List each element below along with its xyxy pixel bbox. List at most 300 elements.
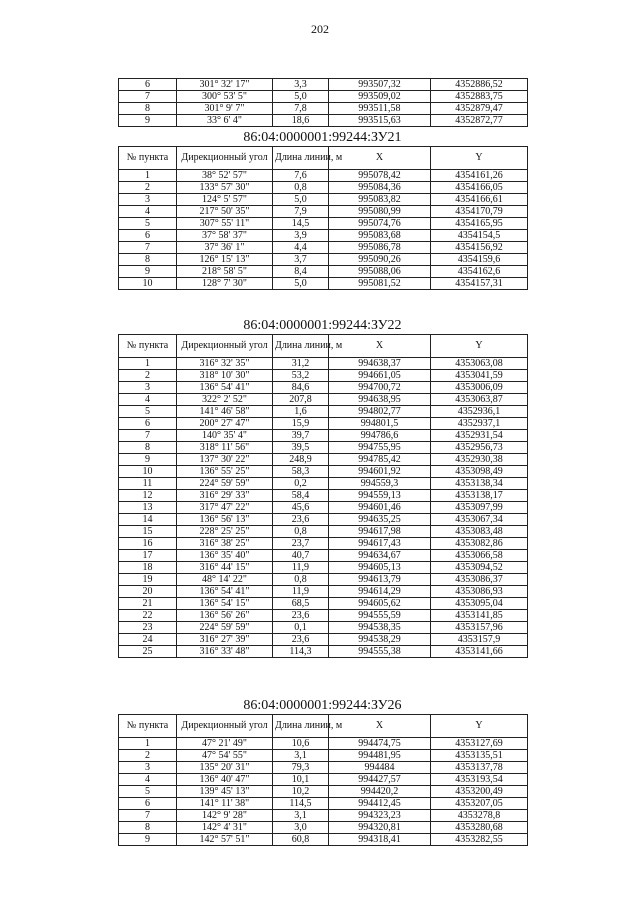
point-number-cell: 1 xyxy=(119,170,177,182)
direction-angle-cell: 300° 53' 5" xyxy=(177,91,273,103)
x-coordinate-cell: 993511,58 xyxy=(329,103,431,115)
line-length-cell: 3,0 xyxy=(273,822,329,834)
line-length-cell: 3,1 xyxy=(273,810,329,822)
table-row xyxy=(119,834,528,846)
y-coordinate-cell: 4354166,05 xyxy=(431,182,528,194)
point-number-cell: 3 xyxy=(119,194,177,206)
coordinates-table xyxy=(118,78,528,127)
point-number-cell: 24 xyxy=(119,634,177,646)
table-row xyxy=(119,254,528,266)
line-length-cell: 0,8 xyxy=(273,182,329,194)
y-coordinate-cell: 4354159,6 xyxy=(431,254,528,266)
table-row xyxy=(119,478,528,490)
direction-angle-cell: 142° 9' 28" xyxy=(177,810,273,822)
table-row xyxy=(119,170,528,182)
x-coordinate-cell: 995083,68 xyxy=(329,230,431,242)
table-row xyxy=(119,574,528,586)
y-coordinate-cell: 4352886,52 xyxy=(431,79,528,91)
x-coordinate-cell: 993509,02 xyxy=(329,91,431,103)
y-coordinate-cell: 4354154,5 xyxy=(431,230,528,242)
x-coordinate-cell: 994801,5 xyxy=(329,418,431,430)
x-coordinate-cell: 994538,29 xyxy=(329,634,431,646)
y-coordinate-cell: 4353282,55 xyxy=(431,834,528,846)
y-coordinate-cell: 4352879,47 xyxy=(431,103,528,115)
table-row xyxy=(119,103,528,115)
table-title: 86:04:0000001:99244:ЗУ26 xyxy=(243,698,402,713)
table-row xyxy=(119,278,528,290)
point-number-cell: 5 xyxy=(119,786,177,798)
line-length-cell: 114,3 xyxy=(273,646,329,658)
table-row xyxy=(119,358,528,370)
col-header-x: X xyxy=(329,147,431,170)
x-coordinate-cell: 995074,76 xyxy=(329,218,431,230)
table-row xyxy=(119,586,528,598)
y-coordinate-cell: 4353135,51 xyxy=(431,750,528,762)
y-coordinate-cell: 4353063,87 xyxy=(431,394,528,406)
point-number-cell: 4 xyxy=(119,206,177,218)
table-row xyxy=(119,598,528,610)
line-length-cell: 4,4 xyxy=(273,242,329,254)
x-coordinate-cell: 994605,13 xyxy=(329,562,431,574)
point-number-cell: 10 xyxy=(119,466,177,478)
x-coordinate-cell: 995078,42 xyxy=(329,170,431,182)
point-number-cell: 7 xyxy=(119,810,177,822)
table-block-zu21 xyxy=(118,130,527,290)
direction-angle-cell: 301° 32' 17" xyxy=(177,79,273,91)
direction-angle-cell: 137° 30' 22" xyxy=(177,454,273,466)
direction-angle-cell: 318° 11' 56" xyxy=(177,442,273,454)
direction-angle-cell: 136° 55' 25" xyxy=(177,466,273,478)
y-coordinate-cell: 4353066,58 xyxy=(431,550,528,562)
line-length-cell: 23,6 xyxy=(273,634,329,646)
direction-angle-cell: 135° 20' 31" xyxy=(177,762,273,774)
y-coordinate-cell: 4353082,86 xyxy=(431,538,528,550)
page-number: 202 xyxy=(311,22,329,36)
direction-angle-cell: 136° 54' 15" xyxy=(177,598,273,610)
col-header-y: Y xyxy=(431,715,528,738)
table-row xyxy=(119,194,528,206)
direction-angle-cell: 301° 9' 7" xyxy=(177,103,273,115)
y-coordinate-cell: 4353086,93 xyxy=(431,586,528,598)
x-coordinate-cell: 994755,95 xyxy=(329,442,431,454)
x-coordinate-cell: 995088,06 xyxy=(329,266,431,278)
direction-angle-cell: 126° 15' 13" xyxy=(177,254,273,266)
x-coordinate-cell: 994601,92 xyxy=(329,466,431,478)
y-coordinate-cell: 4352883,75 xyxy=(431,91,528,103)
point-number-cell: 8 xyxy=(119,103,177,115)
table-row xyxy=(119,182,528,194)
point-number-cell: 4 xyxy=(119,394,177,406)
table-row xyxy=(119,430,528,442)
table-row xyxy=(119,218,528,230)
x-coordinate-cell: 994786,6 xyxy=(329,430,431,442)
y-coordinate-cell: 4354165,95 xyxy=(431,218,528,230)
line-length-cell: 31,2 xyxy=(273,358,329,370)
line-length-cell: 5,0 xyxy=(273,194,329,206)
direction-angle-cell: 136° 56' 13" xyxy=(177,514,273,526)
line-length-cell: 58,3 xyxy=(273,466,329,478)
col-header-x: X xyxy=(329,335,431,358)
point-number-cell: 9 xyxy=(119,266,177,278)
y-coordinate-cell: 4353127,69 xyxy=(431,738,528,750)
x-coordinate-cell: 994638,37 xyxy=(329,358,431,370)
line-length-cell: 114,5 xyxy=(273,798,329,810)
direction-angle-cell: 142° 57' 51" xyxy=(177,834,273,846)
table-block-continued xyxy=(118,78,527,127)
x-coordinate-cell: 994613,79 xyxy=(329,574,431,586)
table-row xyxy=(119,550,528,562)
line-length-cell: 7,6 xyxy=(273,170,329,182)
y-coordinate-cell: 4353280,68 xyxy=(431,822,528,834)
y-coordinate-cell: 4352937,1 xyxy=(431,418,528,430)
y-coordinate-cell: 4353207,05 xyxy=(431,798,528,810)
point-number-cell: 7 xyxy=(119,91,177,103)
point-number-cell: 6 xyxy=(119,230,177,242)
line-length-cell: 10,6 xyxy=(273,738,329,750)
col-header-num: № пункта xyxy=(119,715,177,738)
point-number-cell: 2 xyxy=(119,370,177,382)
direction-angle-cell: 316° 29' 33" xyxy=(177,490,273,502)
y-coordinate-cell: 4353097,99 xyxy=(431,502,528,514)
point-number-cell: 7 xyxy=(119,242,177,254)
table-row xyxy=(119,538,528,550)
x-coordinate-cell: 994605,62 xyxy=(329,598,431,610)
y-coordinate-cell: 4352936,1 xyxy=(431,406,528,418)
direction-angle-cell: 142° 4' 31" xyxy=(177,822,273,834)
col-header-num: № пункта xyxy=(119,335,177,358)
line-length-cell: 0,8 xyxy=(273,526,329,538)
point-number-cell: 9 xyxy=(119,834,177,846)
x-coordinate-cell: 994474,75 xyxy=(329,738,431,750)
col-header-num: № пункта xyxy=(119,147,177,170)
y-coordinate-cell: 4353095,04 xyxy=(431,598,528,610)
y-coordinate-cell: 4352930,38 xyxy=(431,454,528,466)
direction-angle-cell: 37° 58' 37" xyxy=(177,230,273,242)
direction-angle-cell: 224° 59' 59" xyxy=(177,478,273,490)
direction-angle-cell: 316° 32' 35" xyxy=(177,358,273,370)
point-number-cell: 16 xyxy=(119,538,177,550)
point-number-cell: 12 xyxy=(119,490,177,502)
line-length-cell: 5,0 xyxy=(273,278,329,290)
point-number-cell: 6 xyxy=(119,79,177,91)
table-title: 86:04:0000001:99244:ЗУ22 xyxy=(243,318,402,333)
coordinates-table xyxy=(118,146,528,290)
table-title: 86:04:0000001:99244:ЗУ21 xyxy=(243,130,402,145)
line-length-cell: 84,6 xyxy=(273,382,329,394)
point-number-cell: 3 xyxy=(119,762,177,774)
table-row xyxy=(119,610,528,622)
x-coordinate-cell: 994323,23 xyxy=(329,810,431,822)
point-number-cell: 3 xyxy=(119,382,177,394)
table-row xyxy=(119,786,528,798)
point-number-cell: 1 xyxy=(119,358,177,370)
point-number-cell: 5 xyxy=(119,218,177,230)
point-number-cell: 20 xyxy=(119,586,177,598)
x-coordinate-cell: 994614,29 xyxy=(329,586,431,598)
point-number-cell: 4 xyxy=(119,774,177,786)
x-coordinate-cell: 994538,35 xyxy=(329,622,431,634)
y-coordinate-cell: 4353138,34 xyxy=(431,478,528,490)
direction-angle-cell: 316° 27' 39" xyxy=(177,634,273,646)
point-number-cell: 8 xyxy=(119,442,177,454)
y-coordinate-cell: 4353083,48 xyxy=(431,526,528,538)
line-length-cell: 39,7 xyxy=(273,430,329,442)
x-coordinate-cell: 994412,45 xyxy=(329,798,431,810)
y-coordinate-cell: 4354156,92 xyxy=(431,242,528,254)
line-length-cell: 0,8 xyxy=(273,574,329,586)
col-header-length: Длина линии, м xyxy=(273,147,329,170)
table-row xyxy=(119,822,528,834)
x-coordinate-cell: 995083,82 xyxy=(329,194,431,206)
direction-angle-cell: 124° 5' 57" xyxy=(177,194,273,206)
point-number-cell: 5 xyxy=(119,406,177,418)
direction-angle-cell: 136° 54' 41" xyxy=(177,586,273,598)
x-coordinate-cell: 994617,98 xyxy=(329,526,431,538)
table-row xyxy=(119,91,528,103)
line-length-cell: 23,6 xyxy=(273,610,329,622)
y-coordinate-cell: 4354161,26 xyxy=(431,170,528,182)
line-length-cell: 207,8 xyxy=(273,394,329,406)
line-length-cell: 10,1 xyxy=(273,774,329,786)
table-row xyxy=(119,242,528,254)
table-row xyxy=(119,454,528,466)
col-header-x: X xyxy=(329,715,431,738)
y-coordinate-cell: 4352956,73 xyxy=(431,442,528,454)
y-coordinate-cell: 4353141,85 xyxy=(431,610,528,622)
y-coordinate-cell: 4353141,66 xyxy=(431,646,528,658)
line-length-cell: 1,6 xyxy=(273,406,329,418)
table-row xyxy=(119,370,528,382)
col-header-length: Длина линии, м xyxy=(273,335,329,358)
col-header-y: Y xyxy=(431,335,528,358)
table-row xyxy=(119,115,528,127)
point-number-cell: 18 xyxy=(119,562,177,574)
line-length-cell: 8,4 xyxy=(273,266,329,278)
direction-angle-cell: 136° 40' 47" xyxy=(177,774,273,786)
direction-angle-cell: 322° 2' 52" xyxy=(177,394,273,406)
direction-angle-cell: 128° 7' 30" xyxy=(177,278,273,290)
direction-angle-cell: 136° 35' 40" xyxy=(177,550,273,562)
table-block-zu22 xyxy=(118,318,527,658)
y-coordinate-cell: 4353193,54 xyxy=(431,774,528,786)
point-number-cell: 6 xyxy=(119,798,177,810)
direction-angle-cell: 38° 52' 57" xyxy=(177,170,273,182)
table-row xyxy=(119,206,528,218)
line-length-cell: 10,2 xyxy=(273,786,329,798)
table-row xyxy=(119,230,528,242)
table-row xyxy=(119,514,528,526)
y-coordinate-cell: 4353094,52 xyxy=(431,562,528,574)
table-row xyxy=(119,562,528,574)
direction-angle-cell: 47° 21' 49" xyxy=(177,738,273,750)
direction-angle-cell: 140° 35' 4" xyxy=(177,430,273,442)
table-row xyxy=(119,406,528,418)
line-length-cell: 58,4 xyxy=(273,490,329,502)
y-coordinate-cell: 4353200,49 xyxy=(431,786,528,798)
direction-angle-cell: 218° 58' 5" xyxy=(177,266,273,278)
x-coordinate-cell: 994802,77 xyxy=(329,406,431,418)
x-coordinate-cell: 994601,46 xyxy=(329,502,431,514)
table-row xyxy=(119,774,528,786)
table-block-zu26 xyxy=(118,698,527,846)
point-number-cell: 23 xyxy=(119,622,177,634)
col-header-length: Длина линии, м xyxy=(273,715,329,738)
line-length-cell: 3,7 xyxy=(273,254,329,266)
x-coordinate-cell: 993515,63 xyxy=(329,115,431,127)
line-length-cell: 248,9 xyxy=(273,454,329,466)
col-header-angle: Дирекционный угол xyxy=(177,715,273,738)
direction-angle-cell: 224° 59' 59" xyxy=(177,622,273,634)
direction-angle-cell: 141° 11' 38" xyxy=(177,798,273,810)
direction-angle-cell: 200° 27' 47" xyxy=(177,418,273,430)
x-coordinate-cell: 995080,99 xyxy=(329,206,431,218)
y-coordinate-cell: 4353138,17 xyxy=(431,490,528,502)
line-length-cell: 45,6 xyxy=(273,502,329,514)
point-number-cell: 14 xyxy=(119,514,177,526)
point-number-cell: 9 xyxy=(119,454,177,466)
y-coordinate-cell: 4354170,79 xyxy=(431,206,528,218)
line-length-cell: 11,9 xyxy=(273,562,329,574)
direction-angle-cell: 133° 57' 30" xyxy=(177,182,273,194)
x-coordinate-cell: 994634,67 xyxy=(329,550,431,562)
direction-angle-cell: 139° 45' 13" xyxy=(177,786,273,798)
point-number-cell: 25 xyxy=(119,646,177,658)
point-number-cell: 21 xyxy=(119,598,177,610)
direction-angle-cell: 307° 55' 11" xyxy=(177,218,273,230)
line-length-cell: 39,5 xyxy=(273,442,329,454)
point-number-cell: 1 xyxy=(119,738,177,750)
direction-angle-cell: 317° 47' 22" xyxy=(177,502,273,514)
x-coordinate-cell: 994318,41 xyxy=(329,834,431,846)
line-length-cell: 23,6 xyxy=(273,514,329,526)
y-coordinate-cell: 4354157,31 xyxy=(431,278,528,290)
point-number-cell: 8 xyxy=(119,822,177,834)
x-coordinate-cell: 994617,43 xyxy=(329,538,431,550)
y-coordinate-cell: 4353137,78 xyxy=(431,762,528,774)
line-length-cell: 18,6 xyxy=(273,115,329,127)
table-row xyxy=(119,418,528,430)
table-row xyxy=(119,382,528,394)
y-coordinate-cell: 4354166,61 xyxy=(431,194,528,206)
point-number-cell: 13 xyxy=(119,502,177,514)
x-coordinate-cell: 994484 xyxy=(329,762,431,774)
x-coordinate-cell: 995084,36 xyxy=(329,182,431,194)
direction-angle-cell: 136° 54' 41" xyxy=(177,382,273,394)
table-row xyxy=(119,750,528,762)
direction-angle-cell: 37° 36' 1" xyxy=(177,242,273,254)
direction-angle-cell: 136° 56' 26" xyxy=(177,610,273,622)
x-coordinate-cell: 995090,26 xyxy=(329,254,431,266)
x-coordinate-cell: 994559,3 xyxy=(329,478,431,490)
point-number-cell: 10 xyxy=(119,278,177,290)
line-length-cell: 3,9 xyxy=(273,230,329,242)
x-coordinate-cell: 994661,05 xyxy=(329,370,431,382)
point-number-cell: 9 xyxy=(119,115,177,127)
col-header-angle: Дирекционный угол xyxy=(177,147,273,170)
y-coordinate-cell: 4353157,9 xyxy=(431,634,528,646)
table-row xyxy=(119,798,528,810)
x-coordinate-cell: 994420,2 xyxy=(329,786,431,798)
coordinates-table xyxy=(118,334,528,658)
table-row xyxy=(119,79,528,91)
x-coordinate-cell: 994785,42 xyxy=(329,454,431,466)
table-row xyxy=(119,442,528,454)
point-number-cell: 19 xyxy=(119,574,177,586)
col-header-angle: Дирекционный угол xyxy=(177,335,273,358)
table-row xyxy=(119,526,528,538)
line-length-cell: 7,8 xyxy=(273,103,329,115)
table-row xyxy=(119,738,528,750)
x-coordinate-cell: 994555,59 xyxy=(329,610,431,622)
table-row xyxy=(119,810,528,822)
point-number-cell: 17 xyxy=(119,550,177,562)
x-coordinate-cell: 994427,57 xyxy=(329,774,431,786)
direction-angle-cell: 33° 6' 4" xyxy=(177,115,273,127)
table-row xyxy=(119,466,528,478)
line-length-cell: 0,2 xyxy=(273,478,329,490)
line-length-cell: 3,3 xyxy=(273,79,329,91)
line-length-cell: 68,5 xyxy=(273,598,329,610)
point-number-cell: 15 xyxy=(119,526,177,538)
line-length-cell: 15,9 xyxy=(273,418,329,430)
line-length-cell: 5,0 xyxy=(273,91,329,103)
x-coordinate-cell: 994481,95 xyxy=(329,750,431,762)
point-number-cell: 11 xyxy=(119,478,177,490)
point-number-cell: 7 xyxy=(119,430,177,442)
point-number-cell: 8 xyxy=(119,254,177,266)
x-coordinate-cell: 994638,95 xyxy=(329,394,431,406)
direction-angle-cell: 48° 14' 22" xyxy=(177,574,273,586)
line-length-cell: 11,9 xyxy=(273,586,329,598)
point-number-cell: 6 xyxy=(119,418,177,430)
point-number-cell: 22 xyxy=(119,610,177,622)
line-length-cell: 0,1 xyxy=(273,622,329,634)
x-coordinate-cell: 995081,52 xyxy=(329,278,431,290)
y-coordinate-cell: 4353157,96 xyxy=(431,622,528,634)
y-coordinate-cell: 4354162,6 xyxy=(431,266,528,278)
direction-angle-cell: 217° 50' 35" xyxy=(177,206,273,218)
line-length-cell: 14,5 xyxy=(273,218,329,230)
x-coordinate-cell: 994320,81 xyxy=(329,822,431,834)
direction-angle-cell: 316° 33' 48" xyxy=(177,646,273,658)
line-length-cell: 60,8 xyxy=(273,834,329,846)
table-row xyxy=(119,502,528,514)
table-row xyxy=(119,762,528,774)
line-length-cell: 40,7 xyxy=(273,550,329,562)
y-coordinate-cell: 4353067,34 xyxy=(431,514,528,526)
line-length-cell: 53,2 xyxy=(273,370,329,382)
table-row xyxy=(119,266,528,278)
x-coordinate-cell: 995086,78 xyxy=(329,242,431,254)
col-header-y: Y xyxy=(431,147,528,170)
y-coordinate-cell: 4353041,59 xyxy=(431,370,528,382)
direction-angle-cell: 228° 25' 25" xyxy=(177,526,273,538)
x-coordinate-cell: 994635,25 xyxy=(329,514,431,526)
y-coordinate-cell: 4353086,37 xyxy=(431,574,528,586)
direction-angle-cell: 47° 54' 55" xyxy=(177,750,273,762)
direction-angle-cell: 318° 10' 30" xyxy=(177,370,273,382)
y-coordinate-cell: 4353063,08 xyxy=(431,358,528,370)
y-coordinate-cell: 4353278,8 xyxy=(431,810,528,822)
x-coordinate-cell: 994700,72 xyxy=(329,382,431,394)
y-coordinate-cell: 4352872,77 xyxy=(431,115,528,127)
x-coordinate-cell: 993507,32 xyxy=(329,79,431,91)
line-length-cell: 7,9 xyxy=(273,206,329,218)
table-row xyxy=(119,646,528,658)
x-coordinate-cell: 994559,13 xyxy=(329,490,431,502)
y-coordinate-cell: 4353006,09 xyxy=(431,382,528,394)
y-coordinate-cell: 4353098,49 xyxy=(431,466,528,478)
